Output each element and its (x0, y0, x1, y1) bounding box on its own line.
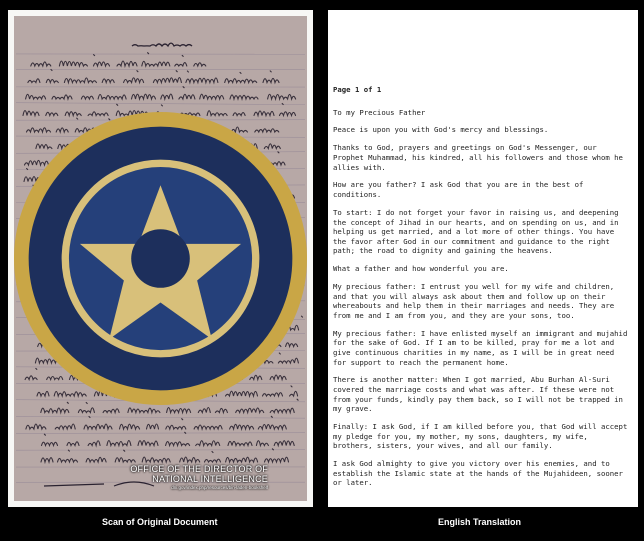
paragraph-another-matter: There is another matter: When I got married, Abu Burhan Al-Suri covered the marriage costs and what was after. If these were not from your funds, kindly pay them back, so I will not be trapped in my grave. (333, 375, 623, 414)
odni-seal-icon (14, 16, 307, 501)
caption-original: Scan of Original Document (102, 517, 218, 527)
paragraph-salutation: To my Precious Father (333, 107, 426, 117)
paragraph-how-are-you: How are you father? I ask God that you are in the best of conditions. (333, 180, 584, 200)
english-translation-page (328, 10, 638, 507)
odni-url: dni.gov/index.php/resources/bin-laden-bookshelf (171, 485, 268, 490)
paragraph-enlisted: My precious father: I have enlisted myself an immigrant and mujahid for the sake of God. If I am to be killed, pray for me a lot and give continuous charities in my name, as I will be in great need for support to reach the permanent home. (333, 328, 628, 367)
scan-image (14, 16, 307, 501)
paragraph-peace: Peace is upon you with God's mercy and blessings. (333, 125, 549, 135)
odni-line1: OFFICE OF THE DIRECTOR OF (130, 464, 268, 474)
paragraph-to-start: To start: I do not forget your favor in raising us, and deepening the concept of Jihad in our hearts, and on spending on us, and in helping us get married, and a lot more of other things. You have the favor after God in our commitment and guidance to the right path; the road to dignity and gaining the heavens. (333, 207, 619, 256)
paragraph-thanks: Thanks to God, prayers and greetings on God's Messenger, our Prophet Muhammad, his kindred, all his followers and those whom he allies with. (333, 143, 623, 172)
page-header: Page 1 of 1 (333, 85, 382, 94)
odni-line2: NATIONAL INTELLIGENCE (152, 474, 268, 484)
paragraph-what-a-father: What a father and how wonderful you are. (333, 264, 509, 274)
caption-translation: English Translation (438, 517, 522, 527)
paragraph-finally: Finally: I ask God, if I am killed before you, that God will accept my pledge for you, my mother, my sons, daughters, my wife, brothers, sisters, your wives, and all our family. (333, 422, 628, 451)
paragraph-closing: I ask God almighty to give you victory over his enemies, and to establish the Islamic state at the hands of the Mujahideen, sooner or later. (333, 459, 623, 488)
paragraph-entrust: My precious father: I entrust you well for my wife and children, and that you will always ask about them and follow up on their whereabouts and help them in their marriages and needs. They are from me and I am from you, and they are your sons, too. (333, 282, 615, 320)
scanned-original-document (8, 10, 313, 507)
